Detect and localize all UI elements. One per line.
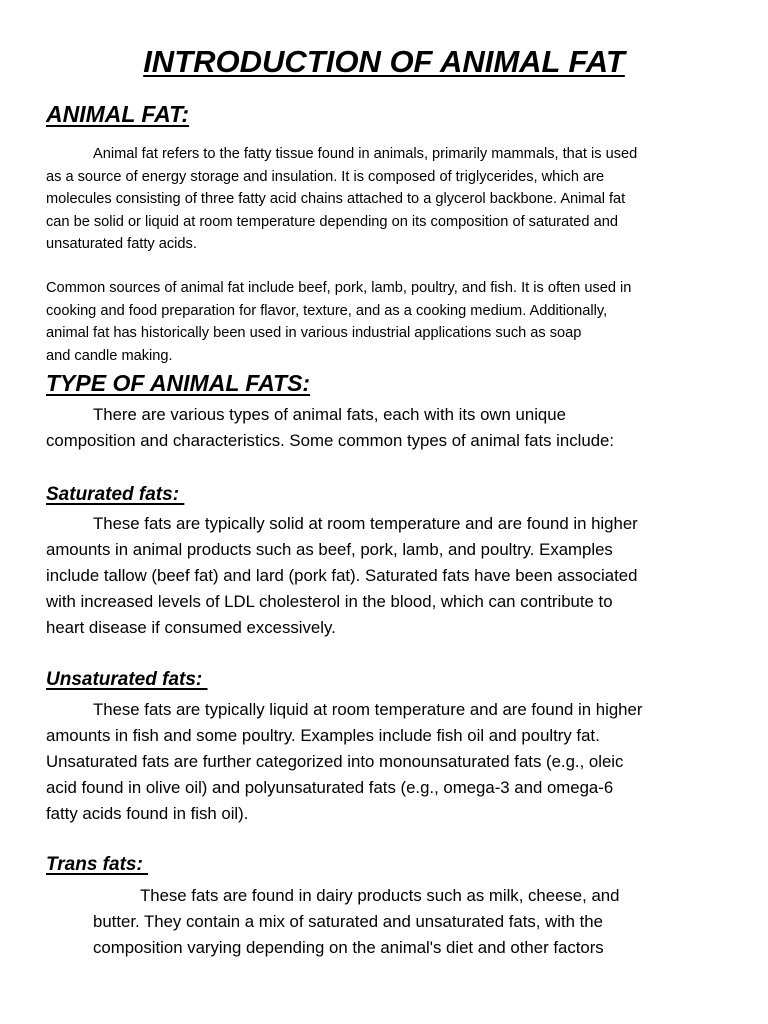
- text-line: These fats are typically solid at room temperature and are found in higher: [93, 514, 638, 533]
- heading-saturated-fats: Saturated fats:: [46, 484, 185, 505]
- text-line: include tallow (beef fat) and lard (pork fat). Saturated fats have been associated: [46, 565, 638, 585]
- paragraph-trans-fats: [93, 883, 733, 961]
- text-line: Common sources of animal fat include beef, pork, lamb, poultry, and fish. It is often used in: [46, 280, 632, 296]
- text-line: as a source of energy storage and insulation. It is composed of triglycerides, which are: [46, 168, 605, 185]
- text-line: composition varying depending on the animal's diet and other factors: [93, 937, 604, 957]
- text-line: unsaturated fatty acids.: [46, 236, 197, 253]
- heading-unsaturated-fats: Unsaturated fats:: [46, 669, 208, 690]
- text-line: amounts in fish and some poultry. Examples include fish oil and poultry fat.: [46, 725, 600, 745]
- heading-animal-fat: ANIMAL FAT:: [46, 101, 190, 127]
- text-line: These fats are typically liquid at room temperature and are found in higher: [93, 700, 643, 719]
- paragraph-saturated-fats: [46, 511, 722, 641]
- text-line: with increased levels of LDL cholesterol in the blood, which can contribute to: [46, 591, 613, 611]
- text-line: There are various types of animal fats, each with its own unique: [93, 405, 566, 424]
- heading-trans-fats: Trans fats:: [46, 854, 149, 875]
- text-line: heart disease if consumed excessively.: [46, 617, 336, 637]
- text-line: fatty acids found in fish oil).: [46, 803, 249, 823]
- paragraph-types-intro: [46, 402, 722, 454]
- text-line: composition and characteristics. Some common types of animal fats include:: [46, 430, 615, 450]
- heading-types-of-animal-fats: TYPE OF ANIMAL FATS:: [46, 370, 311, 396]
- text-line: animal fat has historically been used in various industrial applications such as soap: [46, 325, 582, 342]
- text-line: amounts in animal products such as beef, pork, lamb, and poultry. Examples: [46, 539, 613, 559]
- text-line: molecules consisting of three fatty acid chains attached to a glycerol backbone. Animal fat: [46, 191, 626, 208]
- text-line: butter. They contain a mix of saturated and unsaturated fats, with the: [93, 911, 603, 931]
- text-line: These fats are found in dairy products such as milk, cheese, and: [140, 886, 620, 905]
- paragraph-animal-fat-sources: [46, 277, 722, 367]
- text-line: acid found in olive oil) and polyunsaturated fats (e.g., omega-3 and omega-6: [46, 777, 614, 797]
- text-line: can be solid or liquid at room temperature depending on its composition of saturated and: [46, 213, 618, 230]
- text-line: cooking and food preparation for flavor, texture, and as a cooking medium. Additionally,: [46, 302, 608, 319]
- document-title: INTRODUCTION OF ANIMAL FAT: [143, 44, 625, 79]
- paragraph-animal-fat-definition: [46, 143, 722, 256]
- paragraph-unsaturated-fats: [46, 697, 722, 827]
- text-line: Unsaturated fats are further categorized into monounsaturated fats (e.g., oleic: [46, 751, 624, 771]
- text-line: and candle making.: [46, 347, 173, 364]
- text-line: Animal fat refers to the fatty tissue found in animals, primarily mammals, that is used: [93, 146, 638, 162]
